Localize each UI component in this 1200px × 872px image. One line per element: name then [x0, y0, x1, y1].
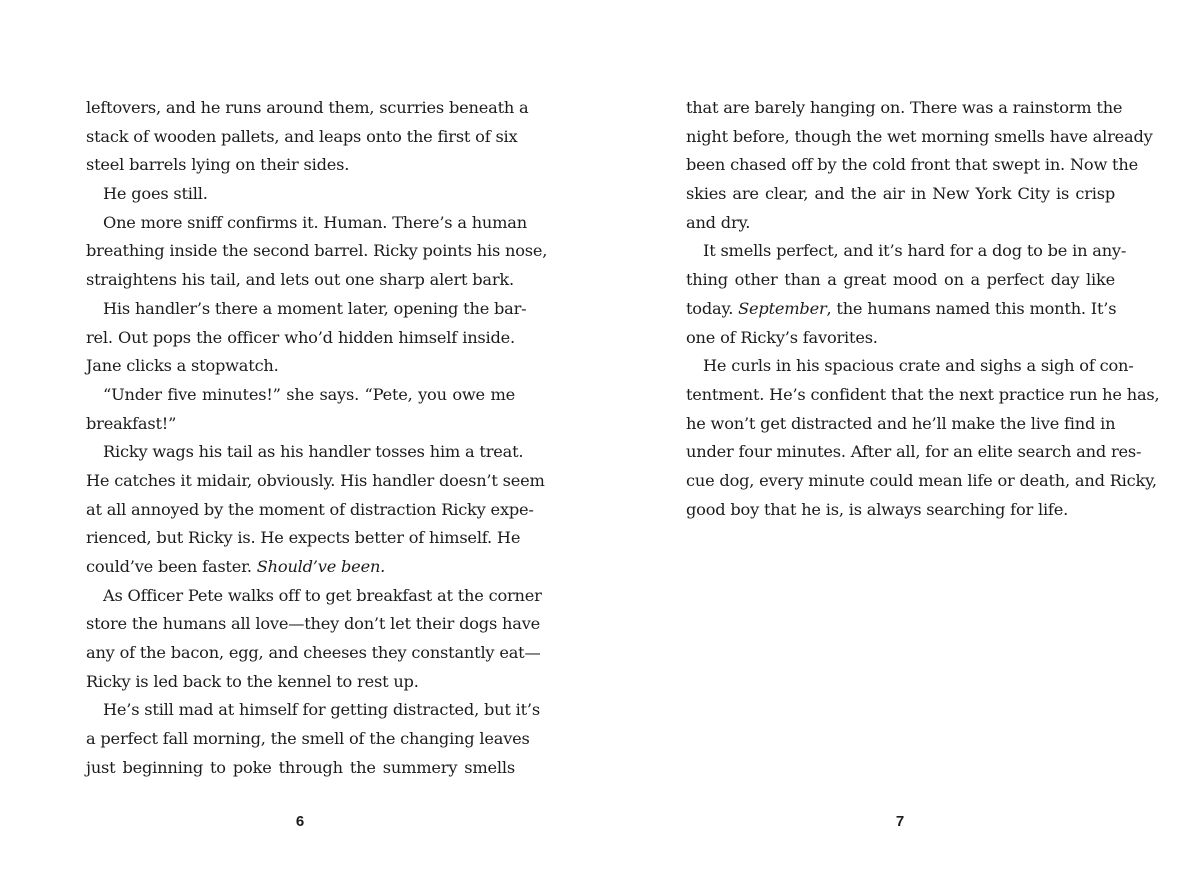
- line-text-after: , the humans named this month. It’s: [826, 298, 1117, 318]
- text-line: [86, 668, 515, 697]
- text-line: [86, 94, 529, 123]
- line-text: one of Ricky’s favorites.: [686, 327, 878, 347]
- line-text: at all annoyed by the moment of distraction Ricky expe-: [86, 499, 534, 519]
- line-text: straightens his tail, and lets out one sharp alert bark.: [86, 270, 514, 290]
- line-text: “Under five minutes!” she says. “Pete, you owe me: [103, 384, 515, 404]
- text-line: [86, 553, 515, 582]
- text-line: [86, 180, 515, 209]
- text-line: [86, 725, 530, 754]
- text-line: [686, 467, 1157, 496]
- line-text: cue dog, every minute could mean life or death, and Ricky,: [686, 470, 1157, 490]
- text-line: [86, 324, 515, 353]
- text-line: [86, 754, 515, 783]
- line-text: and dry.: [686, 212, 751, 232]
- line-text: His handler’s there a moment later, opening the bar-: [103, 298, 527, 318]
- line-text: Ricky is led back to the kennel to rest up.: [86, 671, 419, 691]
- line-text: It smells perfect, and it’s hard for a dog to be in any-: [703, 241, 1127, 261]
- line-text: store the humans all love—they don’t let their dogs have: [86, 614, 541, 634]
- line-text: been chased off by the cold front that swept in. Now the: [686, 155, 1138, 175]
- text-line: [686, 438, 1142, 467]
- text-line: [86, 639, 541, 668]
- line-text: One more sniff confirms it. Human. There’s a human: [103, 212, 527, 232]
- line-text: good boy that he is, is always searching for life.: [686, 499, 1069, 519]
- text-line: [686, 151, 1138, 180]
- line-text: that are barely hanging on. There was a rainstorm the: [686, 98, 1123, 117]
- text-line: [686, 237, 1127, 266]
- text-line: [686, 180, 1115, 209]
- line-text: breakfast!”: [86, 413, 177, 433]
- text-line: [686, 209, 1115, 238]
- line-text: stack of wooden pallets, and leaps onto the first of six: [86, 126, 518, 146]
- text-line: [86, 467, 545, 496]
- text-line: [86, 524, 521, 553]
- line-text: a perfect fall morning, the smell of the changing leaves: [86, 729, 530, 749]
- text-line: [86, 381, 515, 410]
- text-line: [686, 381, 1160, 410]
- line-text: thing other than a great mood on a perfect day like: [686, 270, 1115, 290]
- line-text: Ricky wags his tail as his handler tosses him a treat.: [103, 442, 524, 462]
- text-line: [686, 94, 1123, 123]
- line-text: He curls in his spacious crate and sighs a sigh of con-: [703, 356, 1134, 376]
- line-text: just beginning to poke through the summery smells: [86, 757, 515, 777]
- italic-text: September: [738, 298, 827, 318]
- text-line: [686, 324, 1115, 353]
- page-number-left: 6: [295, 813, 305, 830]
- text-line: [686, 266, 1115, 295]
- line-text: Jane clicks a stopwatch.: [86, 356, 279, 376]
- left-page-text: [86, 94, 548, 783]
- line-text: steel barrels lying on their sides.: [86, 155, 350, 175]
- text-line: [86, 295, 527, 324]
- text-line: [86, 266, 515, 295]
- line-text: He catches it midair, obviously. His handler doesn’t seem: [86, 470, 545, 490]
- right-page: [600, 0, 1200, 872]
- line-text: he won’t get distracted and he’ll make the live find in: [686, 413, 1116, 433]
- text-line: [86, 352, 515, 381]
- line-text: could’ve been faster.: [86, 557, 257, 576]
- line-text: under four minutes. After all, for an elite search and res-: [686, 442, 1142, 462]
- text-line: [86, 582, 542, 611]
- line-text: skies are clear, and the air in New York City is crisp: [686, 184, 1115, 204]
- text-line: [686, 123, 1153, 152]
- line-text: night before, though the wet morning smells have already: [686, 126, 1153, 146]
- text-line: [86, 123, 518, 152]
- text-line: [686, 410, 1115, 439]
- line-text: He’s still mad at himself for getting distracted, but it’s: [103, 700, 540, 720]
- line-text: any of the bacon, egg, and cheeses they constantly eat—: [86, 643, 541, 663]
- text-line: [86, 237, 548, 266]
- line-text: breathing inside the second barrel. Ricky points his nose,: [86, 241, 548, 261]
- line-text: He goes still.: [103, 184, 208, 204]
- text-line: [86, 496, 534, 525]
- line-text: tentment. He’s confident that the next practice run he has,: [686, 384, 1160, 404]
- text-line: [86, 209, 527, 238]
- text-line: [86, 438, 524, 467]
- text-line: [86, 151, 515, 180]
- page-number-right: 7: [895, 813, 905, 830]
- italic-text: Should’ve been.: [256, 557, 386, 576]
- line-text: today.: [686, 298, 739, 318]
- text-line: [86, 410, 515, 439]
- text-line: [686, 352, 1134, 381]
- line-text: rienced, but Ricky is. He expects better of himself. He: [86, 528, 521, 548]
- text-line: [686, 295, 1115, 324]
- text-line: [86, 696, 540, 725]
- line-text: rel. Out pops the officer who’d hidden himself inside.: [86, 327, 515, 347]
- right-page-text: [686, 94, 1160, 524]
- text-line: [86, 610, 541, 639]
- line-text: As Officer Pete walks off to get breakfast at the corner: [103, 585, 542, 605]
- text-line: [686, 496, 1115, 525]
- line-text: leftovers, and he runs around them, scurries beneath a: [86, 98, 529, 117]
